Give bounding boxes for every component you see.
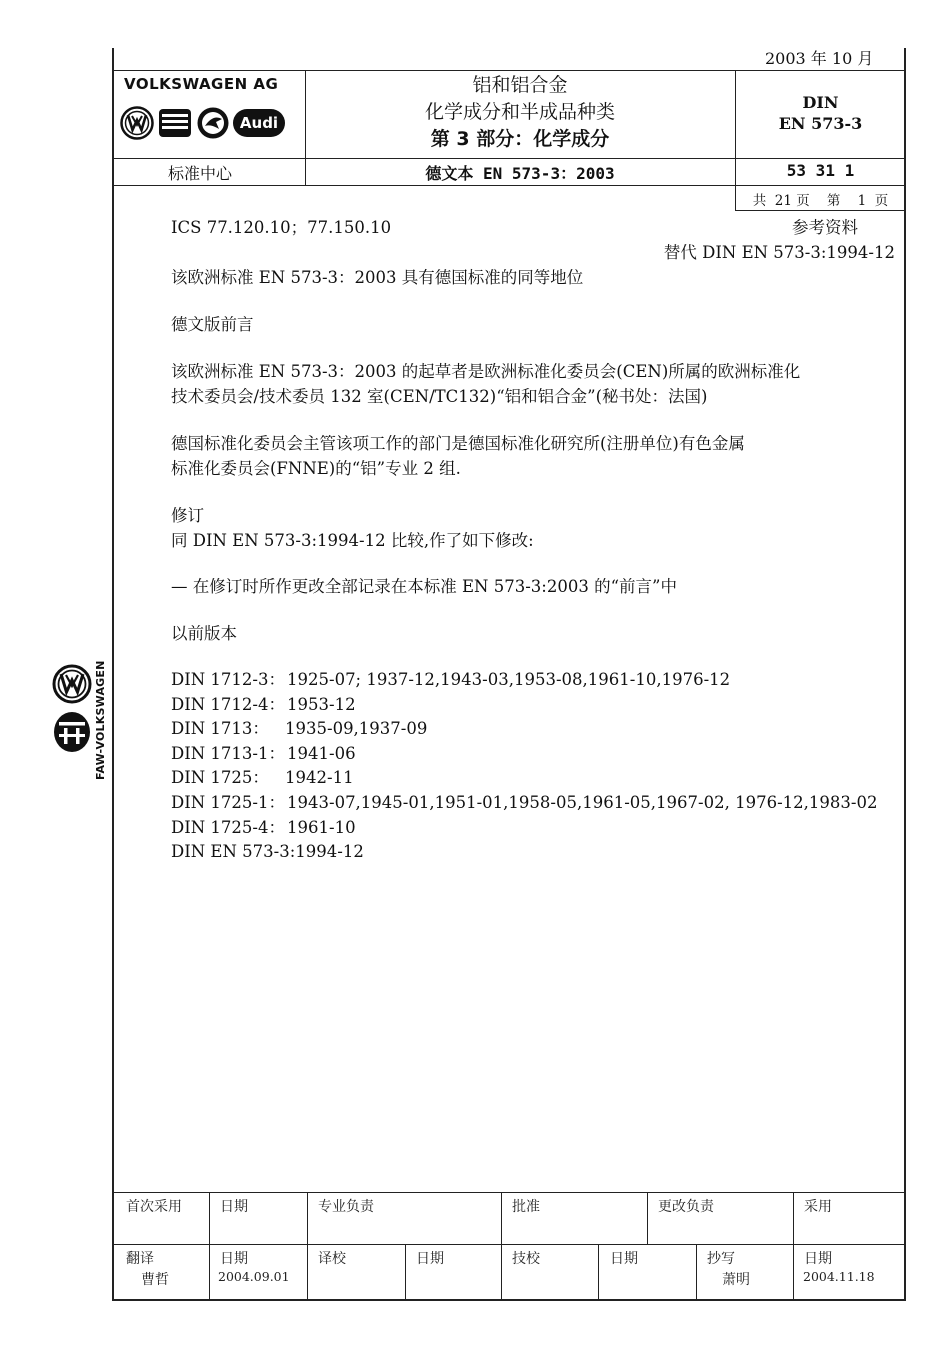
document-title — [305, 72, 735, 153]
title-line-3: 第 3 部分：化学成分 — [430, 128, 610, 150]
company-name: VOLKSWAGEN AG — [124, 75, 279, 93]
change-responsible-label: 更改负责 — [658, 1199, 714, 1215]
previous-editions-list — [171, 668, 891, 865]
faw-vw-vertical-text: FAW-VOLKSWAGEN — [94, 660, 107, 780]
translator-name: 曹哲 — [141, 1272, 169, 1288]
revision-text: 同 DIN EN 573-3:1994-12 比较,作了如下修改: — [171, 531, 534, 550]
frame-left-border — [112, 48, 114, 1301]
committee-paragraph — [171, 431, 891, 481]
translator-label: 翻译 — [126, 1251, 154, 1267]
drafting-paragraph — [171, 359, 891, 409]
list-item: DIN 1725-4： 1961-10 — [171, 817, 356, 837]
tech-check-date-label: 日期 — [610, 1251, 638, 1267]
list-item: DIN 1713： 1935-09,1937-09 — [171, 719, 428, 739]
header-date: 2003 年 10 月 — [765, 49, 874, 68]
committee-line-1: 德国标准化委员会主管该项工作的部门是德国标准化研究所(注册单位)有色金属 — [171, 434, 745, 453]
german-version-label: 德文本 EN 573-3：2003 — [425, 164, 615, 183]
audi-logo-text: Audi — [239, 114, 279, 132]
footer-top-line — [112, 1192, 906, 1193]
ics-code: ICS 77.120.10；77.150.10 — [171, 218, 392, 237]
footer-row1-divider — [209, 1192, 210, 1299]
footer-row1-divider — [793, 1192, 794, 1299]
first-adoption-label: 首次采用 — [126, 1199, 182, 1215]
translation-date-value: 2004.09.01 — [218, 1269, 290, 1284]
list-item: DIN 1712-4： 1953-12 — [171, 694, 356, 714]
change-item: — 在修订时所作更改全部记录在本标准 EN 573-3:2003 的“前言”中 — [171, 577, 677, 596]
proofread-date-label: 日期 — [416, 1251, 444, 1267]
proofread-label: 译校 — [318, 1251, 346, 1267]
footer-row2-divider — [598, 1244, 599, 1299]
replaces-note: 替代 DIN EN 573-3:1994-12 — [663, 243, 895, 262]
previous-editions-heading: 以前版本 — [171, 624, 237, 643]
title-line-1: 铝和铝合金 — [472, 74, 568, 96]
footer-row2-divider — [696, 1244, 697, 1299]
page-count: 共 21 页 第 1 页 — [752, 193, 889, 209]
copyist-name: 萧明 — [722, 1272, 750, 1288]
footer-row2-divider — [405, 1244, 406, 1299]
date-label: 日期 — [220, 1199, 248, 1215]
header-bottom-line — [112, 185, 906, 186]
footer-row1-divider — [307, 1192, 308, 1299]
brand-logos — [120, 106, 290, 140]
foreword-heading: 德文版前言 — [171, 315, 254, 334]
tech-check-label: 技校 — [512, 1251, 540, 1267]
vw-logo-icon — [120, 106, 154, 140]
skoda-logo-icon — [196, 106, 230, 140]
specialist-label: 专业负责 — [318, 1199, 374, 1215]
committee-line-2: 标准化委员会(FNNE)的“铝”专业 2 组. — [171, 459, 461, 478]
vw-emblem-icon — [52, 664, 92, 704]
drafting-line-1: 该欧洲标准 EN 573-3：2003 的起草者是欧洲标准化委员会(CEN)所属的欧洲标准化 — [171, 362, 801, 381]
drafting-line-2: 技术委员会/技术委员 132 室(CEN/TC132)“铝和铝合金”(秘书处：法国) — [171, 387, 708, 406]
list-item: DIN EN 573-3:1994-12 — [171, 842, 364, 862]
frame-bottom-border — [112, 1299, 906, 1301]
final-date-value: 2004.11.18 — [803, 1269, 875, 1284]
department-label: 标准中心 — [168, 164, 233, 183]
list-item: DIN 1712-3： 1925-07; 1937-12,1943-03,1953-08,1961-10,1976-12 — [171, 670, 731, 689]
footer-row1-divider — [647, 1192, 648, 1244]
copyist-label: 抄写 — [707, 1251, 735, 1267]
list-item: DIN 1725： 1942-11 — [171, 768, 354, 788]
standard-line-1: DIN — [802, 93, 839, 112]
faw-emblem-icon — [52, 710, 92, 754]
translation-date-label: 日期 — [220, 1251, 248, 1267]
revision-section — [171, 503, 534, 553]
header-mid-line — [112, 158, 906, 159]
audi-logo-icon — [233, 109, 285, 137]
seat-logo-icon — [157, 106, 193, 140]
title-line-2: 化学成分和半成品种类 — [424, 101, 615, 123]
header-top-line — [112, 70, 906, 71]
footer-row1-divider — [501, 1192, 502, 1299]
standard-line-2: EN 573-3 — [778, 114, 863, 133]
list-item: DIN 1713-1： 1941-06 — [171, 743, 356, 763]
equivalence-statement: 该欧洲标准 EN 573-3：2003 具有德国标准的同等地位 — [171, 268, 584, 287]
classification-code: 53 31 1 — [786, 161, 855, 180]
faw-vw-side-logo — [50, 650, 112, 790]
pages-box-bottom — [735, 210, 906, 211]
standard-number — [735, 92, 906, 134]
list-item: DIN 1725-1： 1943-07,1945-01,1951-01,1958-05,1961-05,1967-02, 1976-12,1983-02 — [171, 792, 878, 812]
footer-mid-line — [112, 1244, 906, 1245]
frame-right-border — [904, 48, 906, 1301]
approval-label: 批准 — [512, 1199, 540, 1215]
final-date-label: 日期 — [804, 1251, 832, 1267]
revision-heading: 修订 — [171, 506, 204, 525]
reference-label: 参考资料 — [792, 218, 858, 237]
adoption-label: 采用 — [804, 1199, 832, 1215]
